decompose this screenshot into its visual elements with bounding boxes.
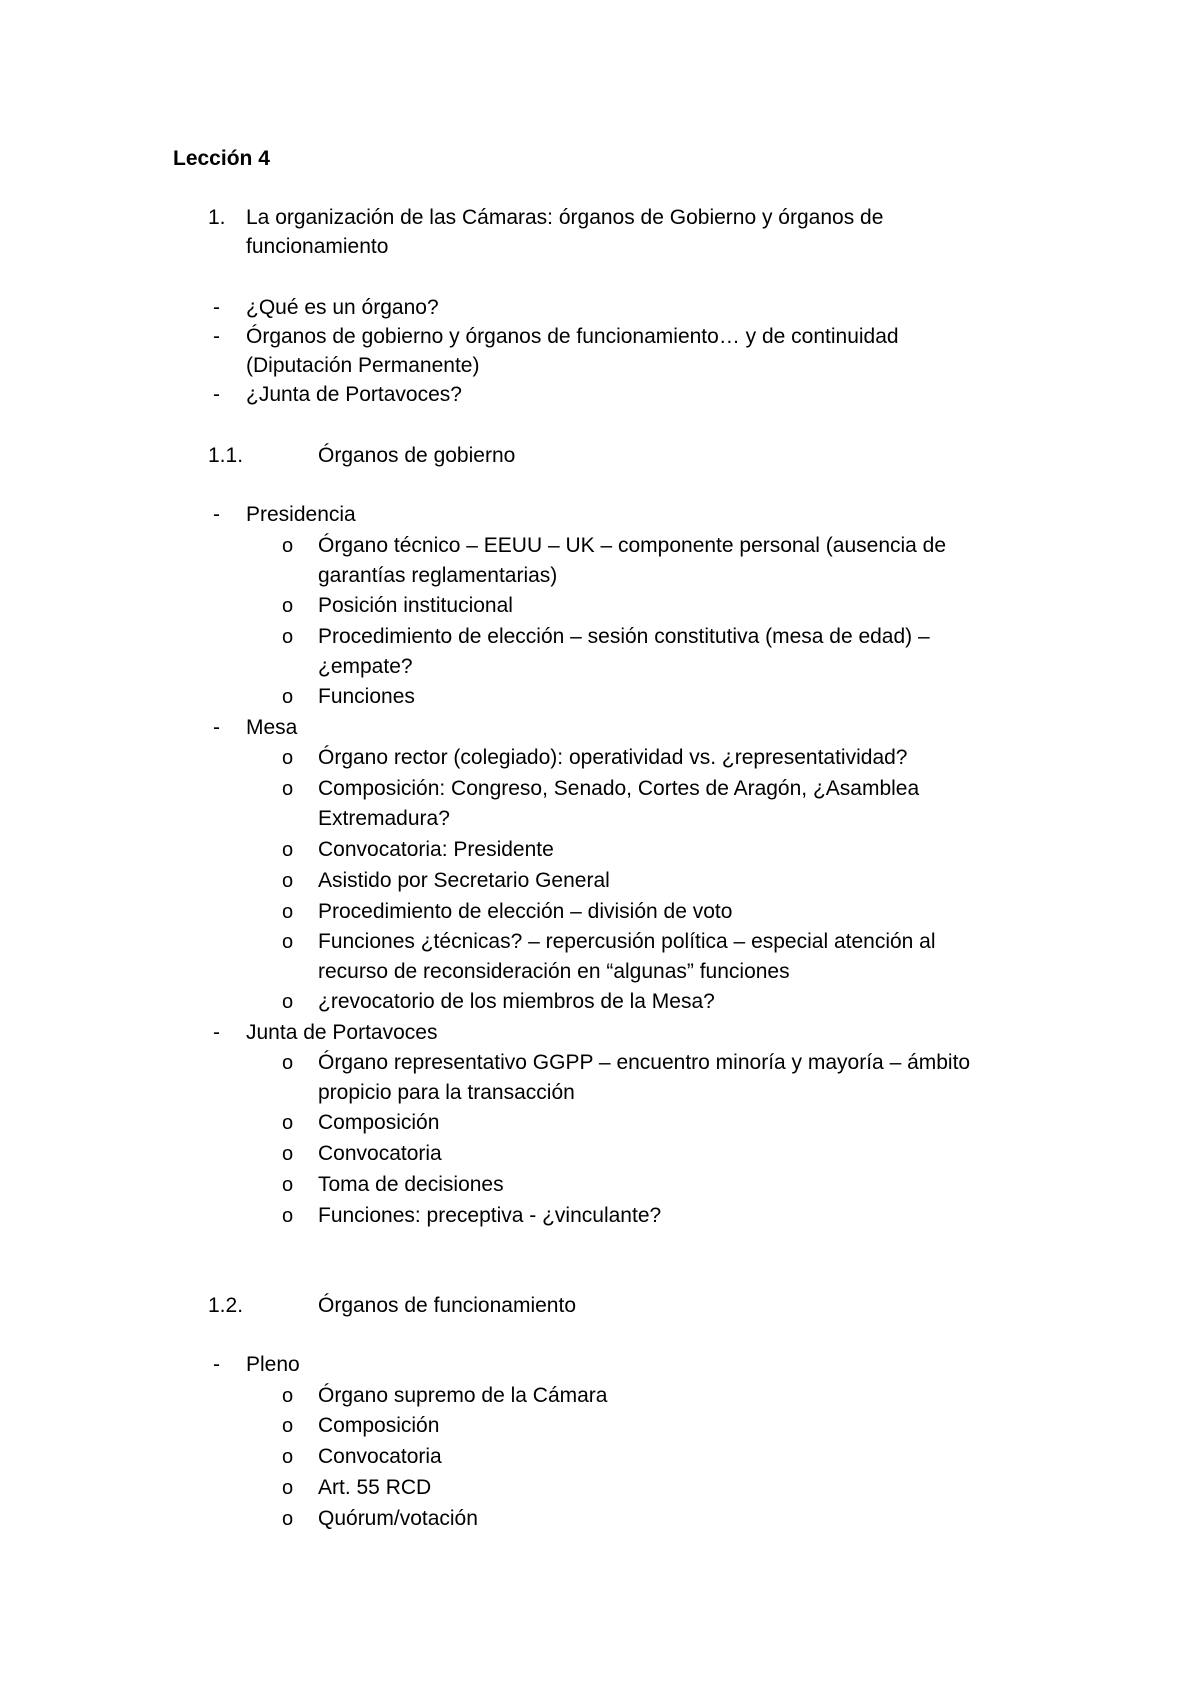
dash-bullet: - (213, 296, 220, 319)
sub-item-cont: Extremadura? (318, 807, 450, 830)
dash-bullet: - (213, 1353, 220, 1376)
sub-item-cont: propicio para la transacción (318, 1081, 575, 1104)
sub-item-cont: recurso de reconsideración en “algunas” funciones (318, 960, 790, 983)
circle-bullet: o (282, 595, 294, 617)
circle-bullet: o (282, 535, 294, 557)
sub-item: Posición institucional (318, 594, 513, 617)
sub-item: Órgano representativo GGPP – encuentro minoría y mayoría – ámbito (318, 1051, 971, 1074)
circle-bullet: o (282, 1477, 294, 1499)
sub-item: Composición (318, 1111, 440, 1134)
dash-bullet: - (213, 383, 220, 406)
list-item: Mesa (246, 716, 298, 739)
list-item: ¿Qué es un órgano? (246, 296, 439, 319)
circle-bullet: o (282, 931, 294, 953)
sub-item-cont: garantías reglamentarias) (318, 564, 558, 587)
sub-item: Art. 55 RCD (318, 1476, 432, 1499)
dash-bullet: - (213, 325, 220, 348)
subsection-number: 1.2. (208, 1294, 244, 1317)
sub-item: Funciones: preceptiva - ¿vinculante? (318, 1204, 662, 1227)
circle-bullet: o (282, 901, 294, 923)
sub-item: Convocatoria: Presidente (318, 838, 554, 861)
sub-item: Procedimiento de elección – sesión constitutiva (mesa de edad) – (318, 625, 930, 648)
circle-bullet: o (282, 778, 294, 800)
sub-item: Órgano rector (colegiado): operatividad vs. ¿representatividad? (318, 746, 908, 769)
sub-item: Asistido por Secretario General (318, 869, 610, 892)
list-item-cont: (Diputación Permanente) (246, 354, 480, 377)
section-heading-cont: funcionamiento (246, 235, 389, 258)
circle-bullet: o (282, 1508, 294, 1530)
subsection-heading: Órganos de funcionamiento (318, 1294, 576, 1317)
sub-item: Quórum/votación (318, 1507, 478, 1530)
circle-bullet: o (282, 1143, 294, 1165)
page-title: Lección 4 (173, 147, 270, 170)
circle-bullet: o (282, 870, 294, 892)
circle-bullet: o (282, 626, 294, 648)
sub-item: Órgano técnico – EEUU – UK – componente personal (ausencia de (318, 534, 947, 557)
list-item: Pleno (246, 1353, 300, 1376)
section-heading: La organización de las Cámaras: órganos de Gobierno y órganos de (246, 206, 884, 229)
sub-item: Órgano supremo de la Cámara (318, 1384, 608, 1407)
sub-item: Convocatoria (318, 1142, 442, 1165)
circle-bullet: o (282, 1415, 294, 1437)
sub-item: Convocatoria (318, 1445, 442, 1468)
circle-bullet: o (282, 1446, 294, 1468)
sub-item: Procedimiento de elección – división de voto (318, 900, 733, 923)
list-item: Presidencia (246, 503, 356, 526)
sub-item: Composición (318, 1414, 440, 1437)
list-item: ¿Junta de Portavoces? (246, 383, 462, 406)
dash-bullet: - (213, 1021, 220, 1044)
circle-bullet: o (282, 991, 294, 1013)
subsection-heading: Órganos de gobierno (318, 444, 516, 467)
list-item: Junta de Portavoces (246, 1021, 438, 1044)
circle-bullet: o (282, 1205, 294, 1227)
dash-bullet: - (213, 503, 220, 526)
dash-bullet: - (213, 716, 220, 739)
circle-bullet: o (282, 1385, 294, 1407)
circle-bullet: o (282, 1052, 294, 1074)
sub-item: ¿revocatorio de los miembros de la Mesa? (318, 990, 715, 1013)
circle-bullet: o (282, 686, 294, 708)
sub-item: Composición: Congreso, Senado, Cortes de Aragón, ¿Asamblea (318, 777, 920, 800)
circle-bullet: o (282, 1174, 294, 1196)
circle-bullet: o (282, 747, 294, 769)
sub-item: Toma de decisiones (318, 1173, 504, 1196)
list-item: Órganos de gobierno y órganos de funcionamiento… y de continuidad (246, 325, 899, 348)
subsection-number: 1.1. (208, 444, 244, 467)
circle-bullet: o (282, 839, 294, 861)
sub-item: Funciones (318, 685, 415, 708)
sub-item: Funciones ¿técnicas? – repercusión política – especial atención al (318, 930, 936, 953)
circle-bullet: o (282, 1112, 294, 1134)
section-number: 1. (208, 206, 226, 229)
sub-item-cont: ¿empate? (318, 655, 413, 678)
